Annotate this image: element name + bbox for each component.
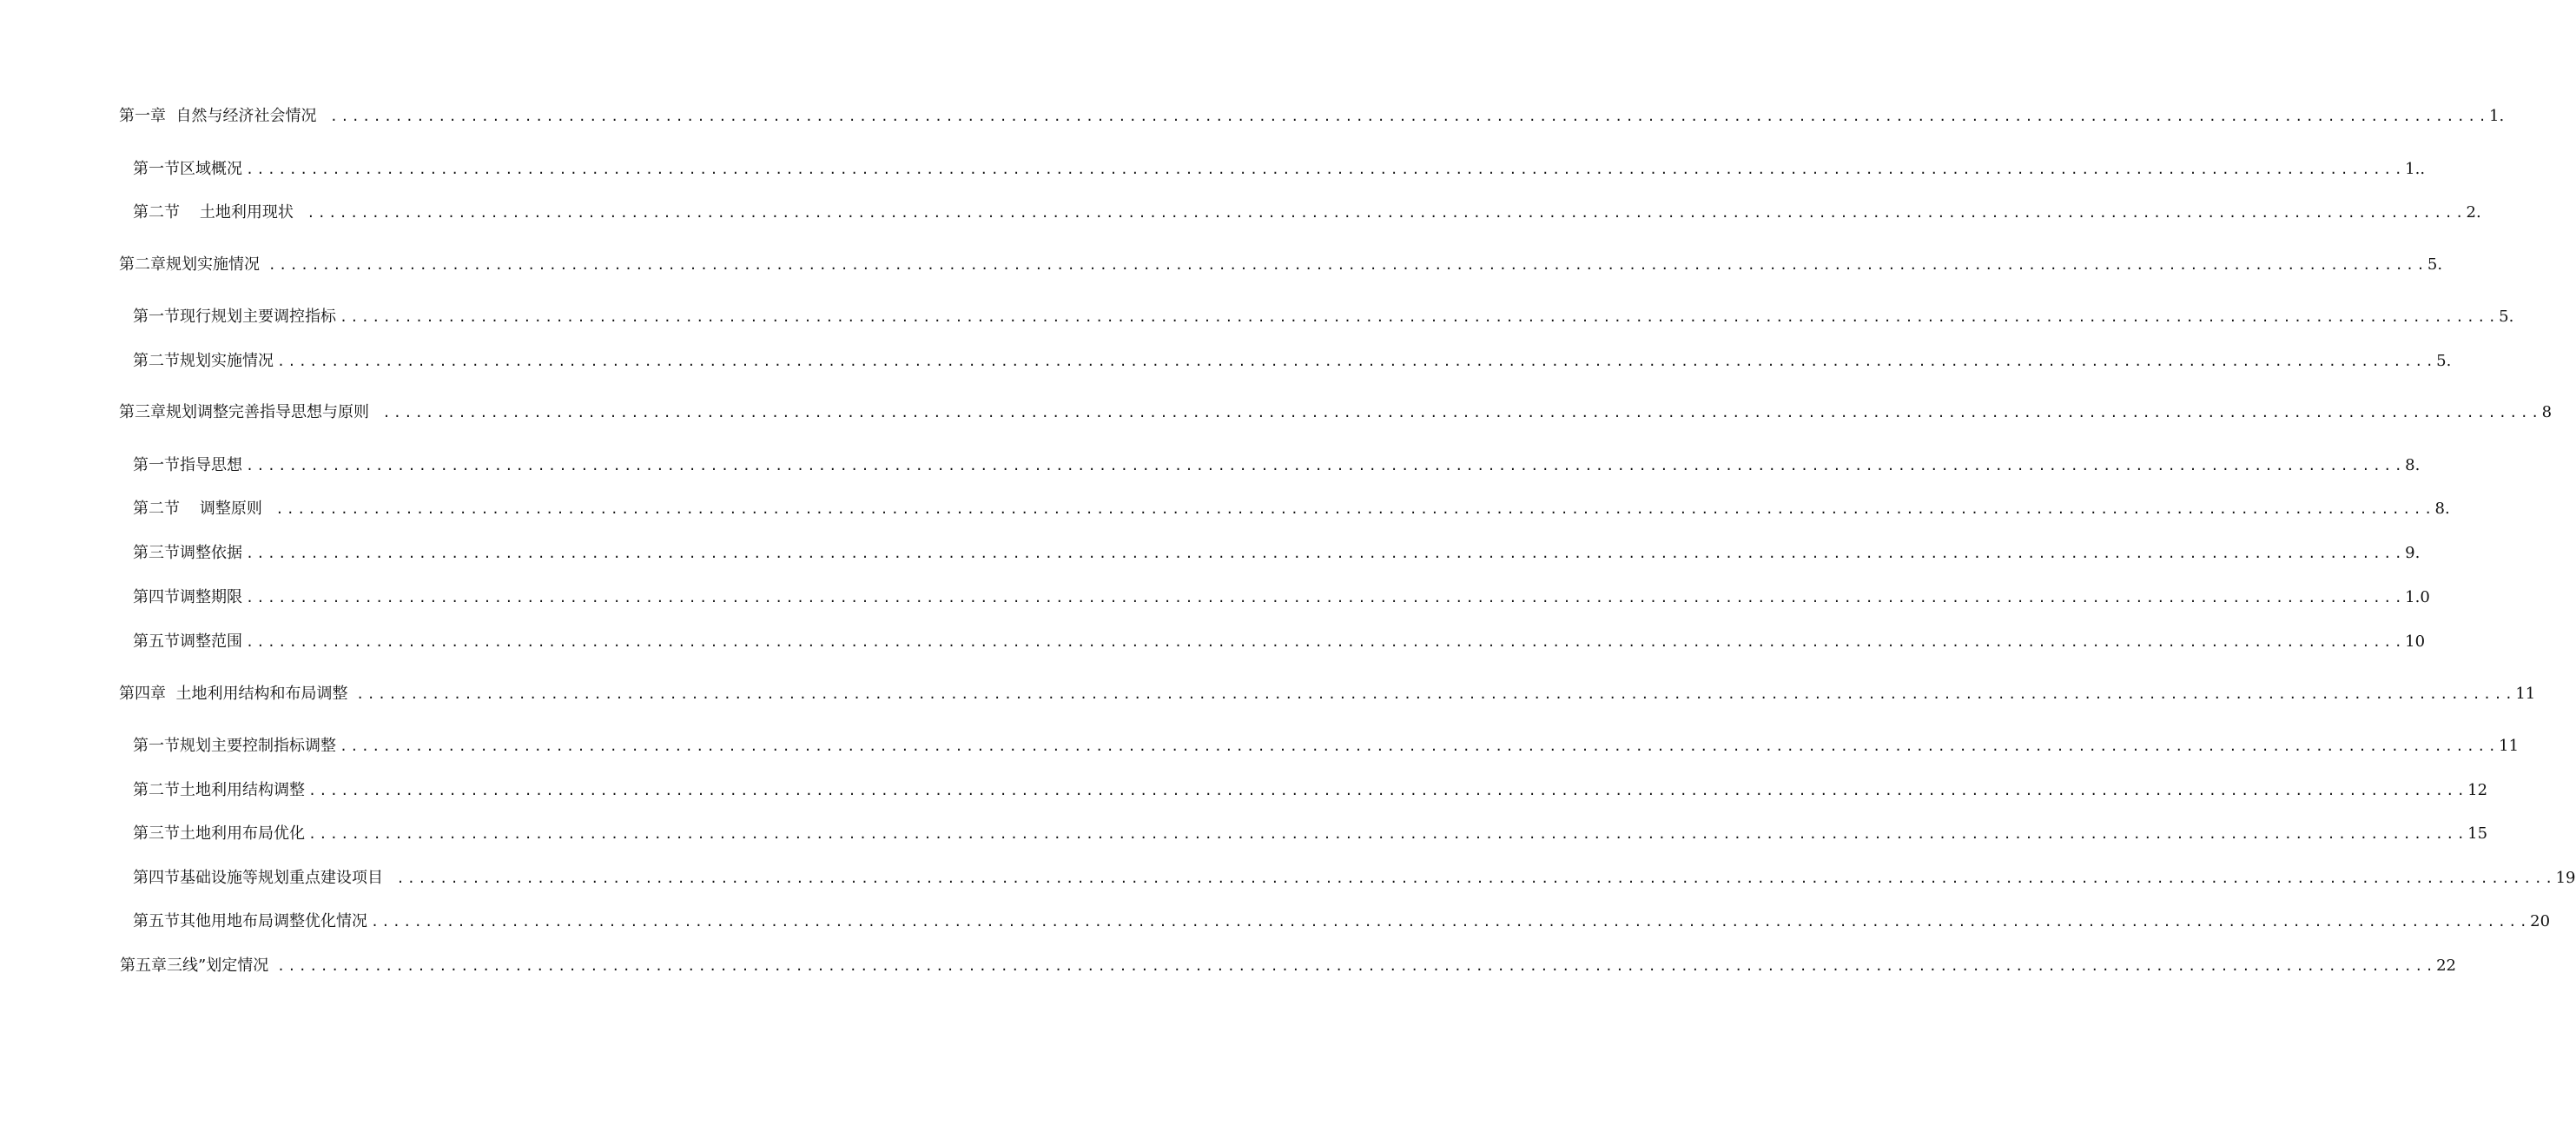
toc-entry-page: 19 [2555, 869, 2576, 887]
toc-dot-leader: ........................................................................................................................................................................................................ [329, 109, 2490, 124]
toc-dot-leader: ........................................................................................................................................................................................................ [246, 590, 2406, 606]
toc-entry-page: 2. [2466, 203, 2481, 222]
toc-entry-section[interactable] [133, 910, 2551, 934]
toc-entry-title: 第一节区域概况 [133, 160, 242, 178]
toc-dot-leader: ........................................................................................................................................................................................................ [307, 205, 2467, 221]
toc-entry-section[interactable] [133, 866, 2576, 890]
toc-entry-page: 15 [2467, 824, 2488, 843]
toc-entry-title: 第五章三线”划定情况 [120, 957, 274, 975]
toc-dot-leader: ........................................................................................................................................................................................................ [371, 914, 2531, 930]
toc-entry-chapter-5[interactable] [120, 954, 2456, 978]
toc-entry-page: 5. [2427, 255, 2443, 274]
toc-entry-page: 1.0 [2405, 588, 2430, 606]
toc-entry-title: 第二节规划实施情况 [133, 352, 274, 370]
toc-entry-section[interactable] [133, 586, 2430, 610]
toc-entry-title: 第一节指导思想 [133, 456, 242, 474]
toc-dot-leader: ........................................................................................................................................................................................................ [382, 405, 2542, 420]
toc-entry-title: 第一节现行规划主要调控指标 [133, 308, 336, 326]
toc-entry-title: 第五节其他用地布局调整优化情况 [133, 912, 367, 930]
toc-entry-section[interactable] [133, 541, 2421, 566]
toc-entry-page: 12 [2467, 781, 2488, 799]
toc-entry-title: 第一节规划主要控制指标调整 [133, 737, 336, 755]
toc-dot-leader: ........................................................................................................................................................................................................ [340, 738, 2500, 754]
toc-dot-leader: ........................................................................................................................................................................................................ [246, 458, 2406, 473]
toc-entry-chapter-2[interactable] [119, 253, 2443, 277]
toc-entry-section[interactable] [133, 630, 2426, 654]
toc-dot-leader: ........................................................................................................................................................................................................ [277, 354, 2437, 369]
toc-dot-leader: ........................................................................................................................................................................................................ [356, 686, 2516, 702]
toc-entry-page: 8 [2541, 403, 2553, 421]
toc-entry-title: 第二节土地利用结构调整 [133, 781, 305, 799]
toc-entry-page: 11 [2499, 737, 2520, 755]
toc-dot-leader: ........................................................................................................................................................................................................ [276, 958, 2437, 974]
toc-entry-page: 22 [2436, 957, 2456, 975]
toc-dot-leader: ........................................................................................................................................................................................................ [246, 546, 2406, 561]
toc-entry-title: 第二章规划实施情况 [119, 255, 265, 274]
toc-entry-page: 20 [2530, 912, 2551, 930]
toc-entry-page: 8. [2405, 456, 2421, 474]
toc-entry-page: 8. [2434, 500, 2450, 518]
toc-entry-section[interactable] [133, 822, 2488, 846]
toc-entry-section[interactable] [133, 453, 2421, 478]
toc-dot-leader: ........................................................................................................................................................................................................ [246, 162, 2406, 177]
toc-entry-page: 9. [2405, 544, 2421, 562]
toc-dot-leader: ........................................................................................................................................................................................................ [308, 783, 2468, 798]
toc-entry-title: 第四节基础设施等规划重点建设项目 [133, 869, 393, 887]
toc-entry-title: 第五节调整范围 [133, 632, 242, 651]
toc-entry-chapter-4[interactable] [119, 682, 2536, 706]
toc-entry-title: 第三节调整依据 [133, 544, 242, 562]
toc-dot-leader: ........................................................................................................................................................................................................ [275, 501, 2435, 517]
toc-dot-leader: ........................................................................................................................................................................................................ [396, 871, 2556, 886]
toc-entry-section[interactable] [133, 305, 2514, 329]
toc-entry-section[interactable] [133, 157, 2426, 182]
toc-dot-leader: ........................................................................................................................................................................................................ [308, 826, 2468, 842]
toc-entry-section[interactable] [133, 778, 2488, 803]
toc-entry-section[interactable] [133, 734, 2520, 758]
toc-entry-chapter-3[interactable] [119, 401, 2553, 425]
toc-entry-title: 第三章规划调整完善指导思想与原则 [119, 403, 380, 421]
toc-dot-leader: ........................................................................................................................................................................................................ [246, 634, 2406, 650]
toc-entry-title: 第二节 调整原则 [133, 500, 273, 518]
toc-entry-title: 第一章 自然与经济社会情况 [119, 107, 327, 125]
toc-entry-section[interactable] [133, 201, 2481, 225]
toc-entry-page: 5. [2436, 352, 2452, 370]
toc-entry-page: 11 [2515, 685, 2536, 703]
toc-entry-page: 1. [2489, 107, 2505, 125]
toc-entry-title: 第二节 土地利用现状 [133, 203, 304, 222]
toc-dot-leader: ........................................................................................................................................................................................................ [340, 309, 2500, 325]
toc-entry-title: 第三节土地利用布局优化 [133, 824, 305, 843]
toc-entry-title: 第四章 土地利用结构和布局调整 [119, 685, 353, 703]
toc-dot-leader: ........................................................................................................................................................................................................ [268, 257, 2427, 273]
toc-entry-page: 1.. [2405, 160, 2426, 178]
toc-entry-chapter-1[interactable] [119, 104, 2505, 129]
toc-entry-title: 第四节调整期限 [133, 588, 242, 606]
toc-entry-page: 5. [2499, 308, 2514, 326]
toc-entry-page: 10 [2405, 632, 2426, 651]
toc-entry-section[interactable] [133, 497, 2450, 521]
toc-entry-section[interactable] [133, 349, 2452, 374]
